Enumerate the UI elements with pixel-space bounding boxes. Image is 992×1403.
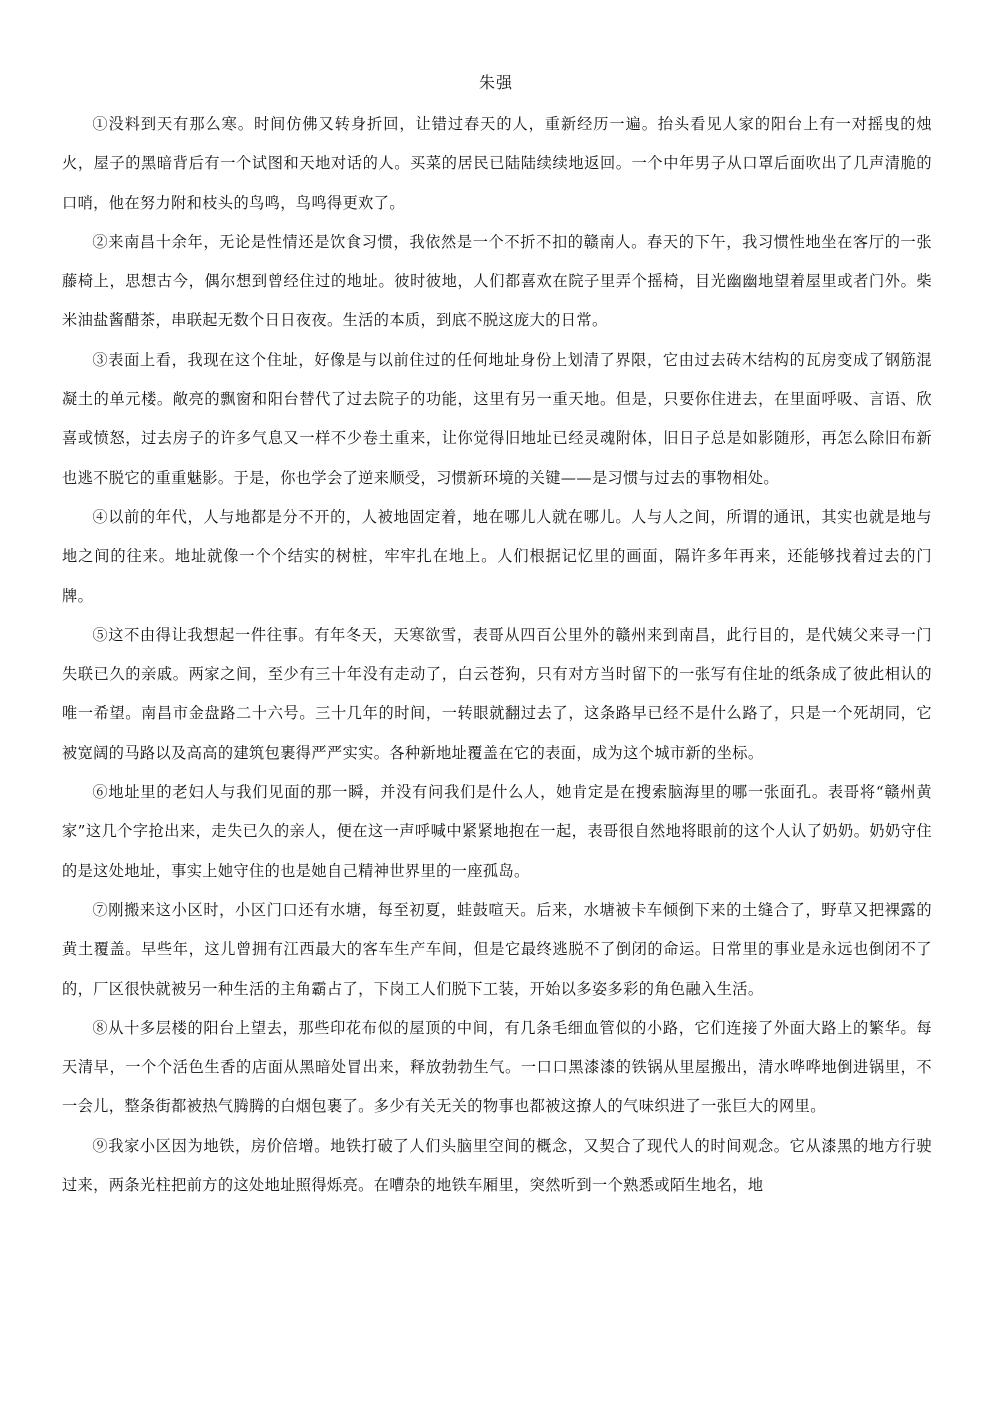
paragraph-8: ⑧从十多层楼的阳台上望去，那些印花布似的屋顶的中间，有几条毛细血管似的小路，它们连接了外面大路上的繁华。每天清早，一个个活色生香的店面从黑暗处冒出来，释放勃勃生气。一口口黑漆漆的铁锅从里屋搬出，清水哗哗地倒进锅里，不一会儿，整条街都被热气腾腾的白烟包裹了。多少有关无关的物事也都被这撩人的气味织进了一张巨大的网里。 xyxy=(62,1018,932,1116)
paragraph-4: ④以前的年代，人与地都是分不开的，人被地固定着，地在哪儿人就在哪儿。人与人之间，所谓的通讯，其实也就是地与地之间的往来。地址就像一个个结实的树桩，牢牢扎在地上。人们根据记忆里的画面，隔许多年再来，还能够找着过去的门牌。 xyxy=(62,507,932,605)
author-name: 朱强 xyxy=(478,73,513,92)
paragraph-6: ⑥地址里的老妇人与我们见面的那一瞬，并没有问我们是什么人，她肯定是在搜索脑海里的哪一张面孔。表哥将“赣州黄家”这几个字抢出来，走失已久的亲人，便在这一声呼喊中紧紧地抱在一起，表哥很自然地将眼前的这个人认了奶奶。奶奶守住的是这处地址，事实上她守住的也是她自己精神世界里的一座孤岛。 xyxy=(62,783,932,880)
paragraph-5: ⑤这不由得让我想起一件往事。有年冬天，天寒欲雪，表哥从四百公里外的赣州来到南昌，此行目的，是代姨父来寻一门失联已久的亲戚。两家之间，至少有三十年没有走动了，白云苍狗，只有对方当时留下的一张写有住址的纸条成了彼此相认的唯一希望。南昌市金盘路二十六号。三十几年的时间，一转眼就翻过去了，这条路早已经不是什么路了，只是一个死胡同，它被宽阔的马路以及高高的建筑包裹得严严实实。各种新地址覆盖在它的表面，成为这个城市新的坐标。 xyxy=(62,625,932,762)
paragraph-7: ⑦刚搬来这小区时，小区门口还有水塘，每至初夏，蛙鼓喧天。后来，水塘被卡车倾倒下来的土缝合了，野草又把裸露的黄土覆盖。早些年，这儿曾拥有江西最大的客车生产车间，但是它最终逃脱不了倒闭的命运。日常里的事业是永远也倒闭不了的，厂区很快就被另一种生活的主角霸占了，下岗工人们脱下工装，开始以多姿多彩的角色融入生活。 xyxy=(62,900,932,998)
paragraph-3: ③表面上看，我现在这个住址，好像是与以前住过的任何地址身份上划清了界限，它由过去砖木结构的瓦房变成了钢筋混凝土的单元楼。敞亮的飘窗和阳台替代了过去院子的功能，这里有另一重天地。但是，只要你住进去，在里面呼吸、言语、欣喜或愤怒，过去房子的许多气息又一样不少卷土重来，让你觉得旧地址已经灵魂附体，旧日子总是如影随形，再怎么除旧布新也逃不脱它的重重魅影。于是，你也学会了逆来顺受，习惯新环境的关键——是习惯与过去的事物相处。 xyxy=(62,350,932,487)
paragraph-2: ②来南昌十余年，无论是性情还是饮食习惯，我依然是一个不折不扣的赣南人。春天的下午，我习惯性地坐在客厅的一张藤椅上，思想古今，偶尔想到曾经住过的地址。彼时彼地，人们都喜欢在院子里弄个摇椅，目光幽幽地望着屋里或者门外。柴米油盐酱醋茶，串联起无数个日日夜夜。生活的本质，到底不脱这庞大的日常。 xyxy=(62,232,932,330)
article-body xyxy=(62,105,932,1205)
paragraph-1: ①没料到天有那么寒。时间仿佛又转身折回，让错过春天的人，重新经历一遍。抬头看见人家的阳台上有一对摇曳的烛火，屋子的黑暗背后有一个试图和天地对话的人。买菜的居民已陆陆续续地返回。一个中年男子从口罩后面吹出了几声清脆的口哨，他在努力附和枝头的鸟鸣，鸟鸣得更欢了。 xyxy=(62,115,932,212)
paragraph-9: ⑨我家小区因为地铁，房价倍增。地铁打破了人们头脑里空间的概念，又契合了现代人的时间观念。它从漆黑的地方行驶过来，两条光柱把前方的这处地址照得烁亮。在嘈杂的地铁车厢里，突然听到一个熟悉或陌生地名，地 xyxy=(62,1136,932,1195)
